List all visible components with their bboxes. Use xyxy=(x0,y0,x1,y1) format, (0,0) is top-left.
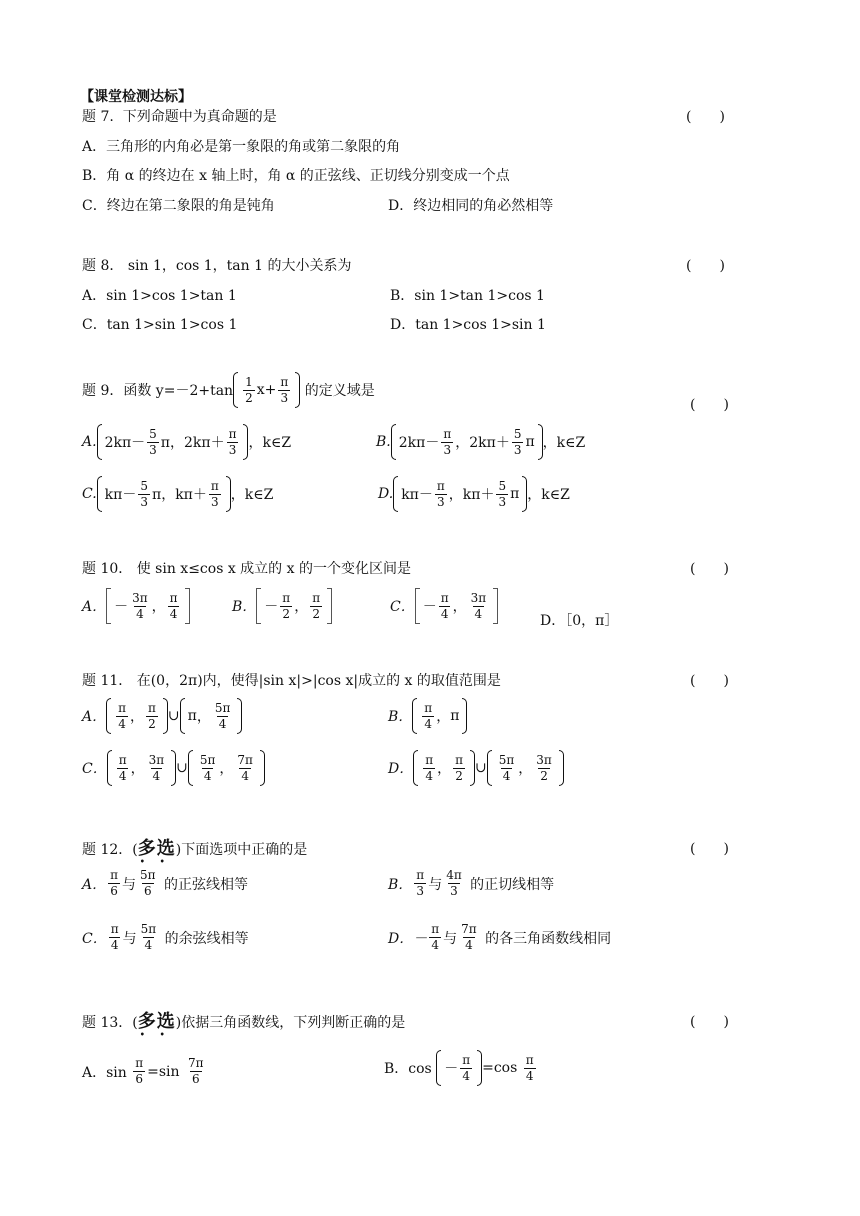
q13-option-a: A．sin $\frac{\pi}{6}$ =sin $\frac{7\pi}{6}$ xyxy=(82,1056,204,1086)
question-8-label: 题 8． xyxy=(82,258,124,274)
question-9-text-a: 函数 y=－2+tan xyxy=(123,383,234,399)
q10-option-a: A． － $\frac{3\pi}{4}$ ， $\frac{\pi}{4}$ xyxy=(82,588,190,624)
q9-option-a: A. 2kπ－ $\frac{5}{3}$ π，2kπ＋ $\frac{\pi}{3}$ ，k∈Z xyxy=(82,424,291,460)
question-10-label: 题 10． xyxy=(82,561,133,577)
question-11-label: 题 11． xyxy=(82,673,133,689)
multi-select-tag: 多选 • • xyxy=(138,1011,176,1032)
section-title: 【课堂检测达标】 xyxy=(80,89,192,105)
q10-option-c: C． － $\frac{\pi}{4}$ ， $\frac{3\pi}{4}$ xyxy=(390,588,498,624)
q7-option-a: A．三角形的内角必是第一象限的角或第二象限的角 xyxy=(82,139,401,155)
question-9-label: 题 9． xyxy=(82,383,124,399)
answer-paren-12: ( ) xyxy=(690,841,729,857)
question-9-text-b: 的定义域是 xyxy=(304,383,375,399)
q8-option-d: D．tan 1>cos 1>sin 1 xyxy=(390,317,546,333)
question-11-text: 在(0，2π)内，使得|sin x|>|cos x|成立的 x 的取值范围是 xyxy=(136,673,501,689)
q12-option-d: D．－ $\frac{\pi}{4}$ 与 $\frac{7\pi}{4}$ 的各三角函数线相同 xyxy=(388,922,612,952)
answer-paren-7: ( ) xyxy=(686,109,725,125)
question-12-text: )下面选项中正确的是 xyxy=(175,842,308,858)
answer-paren-10: ( ) xyxy=(690,561,729,577)
q9-stem-bracket: $\frac{1}{2}$ x+ $\frac{\pi}{3}$ xyxy=(233,372,300,408)
q7-option-d: D．终边相同的角必然相等 xyxy=(388,198,554,214)
q7-option-c: C．终边在第二象限的角是钝角 xyxy=(82,198,275,214)
q11-option-a: A． $\frac{\pi}{4}$ ， $\frac{\pi}{2}$ ∪ π ， $\frac{5\pi}{4}$ xyxy=(82,698,242,734)
q9-option-b: B. 2kπ－ $\frac{\pi}{3}$ ，2kπ＋ $\frac{5}{3}$ π ，k∈Z xyxy=(376,424,585,460)
answer-paren-8: ( ) xyxy=(686,258,725,274)
q10-option-d: D．［0，π］ xyxy=(540,613,619,629)
question-7-text: 下列命题中为真命题的是 xyxy=(122,109,277,125)
question-8-stem xyxy=(82,255,351,275)
q12-option-a: A． $\frac{\pi}{6}$ 与 $\frac{5\pi}{6}$ 的正弦线相等 xyxy=(82,868,248,898)
q12-option-b: B． $\frac{\pi}{3}$ 与 $\frac{4\pi}{3}$ 的正切线相等 xyxy=(388,868,555,898)
question-8-text: sin 1，cos 1，tan 1 的大小关系为 xyxy=(127,258,352,274)
question-7-label: 题 7. xyxy=(82,109,114,125)
q12-option-c: C． $\frac{\pi}{4}$ 与 $\frac{5\pi}{4}$ 的余弦线相等 xyxy=(82,922,249,952)
q7-option-b: B．角 α 的终边在 x 轴上时，角 α 的正弦线、正切线分别变成一个点 xyxy=(82,168,510,184)
question-7-stem xyxy=(82,106,277,126)
question-12-stem xyxy=(82,834,307,860)
multi-select-tag: 多选 • • xyxy=(138,838,176,859)
q8-option-c: C．tan 1>sin 1>cos 1 xyxy=(82,317,238,333)
answer-paren-9: ( ) xyxy=(690,397,729,413)
q9-option-d: D. kπ－ $\frac{\pi}{3}$ ，kπ＋ $\frac{5}{3}$ π ，k∈Z xyxy=(378,476,570,512)
q8-option-a: A．sin 1>cos 1>tan 1 xyxy=(82,288,237,304)
question-13-label: 题 13．( xyxy=(82,1015,138,1031)
question-10-text: 使 sin x≤cos x 成立的 x 的一个变化区间是 xyxy=(136,561,411,577)
question-13-stem xyxy=(82,1007,405,1033)
question-9-stem xyxy=(82,372,375,408)
q13-option-b: B．cos － $\frac{\pi}{4}$ =cos $\frac{\pi}{4}$ xyxy=(384,1050,538,1086)
q11-option-d: D． $\frac{\pi}{4}$ ， $\frac{\pi}{2}$ ∪ $\frac{5\pi}{4}$ ， $\frac{3\pi}{2}$ xyxy=(388,750,564,786)
answer-paren-11: ( ) xyxy=(690,673,729,689)
q11-option-c: C． $\frac{\pi}{4}$ ， $\frac{3\pi}{4}$ ∪ $\frac{5\pi}{4}$ ， $\frac{7\pi}{4}$ xyxy=(82,750,265,786)
question-13-text: )依据三角函数线，下列判断正确的是 xyxy=(175,1015,406,1031)
q8-option-b: B．sin 1>tan 1>cos 1 xyxy=(390,288,545,304)
q10-option-b: B． － $\frac{\pi}{2}$ ， $\frac{\pi}{2}$ xyxy=(232,588,332,624)
question-12-label: 题 12．( xyxy=(82,842,138,858)
answer-paren-13: ( ) xyxy=(690,1014,729,1030)
question-11-stem xyxy=(82,670,501,690)
q11-option-b: B． $\frac{\pi}{4}$ ， π xyxy=(388,698,467,734)
question-10-stem xyxy=(82,558,411,578)
q9-option-c: C. kπ－ $\frac{5}{3}$ π，kπ＋ $\frac{\pi}{3}$ ，k∈Z xyxy=(82,476,273,512)
